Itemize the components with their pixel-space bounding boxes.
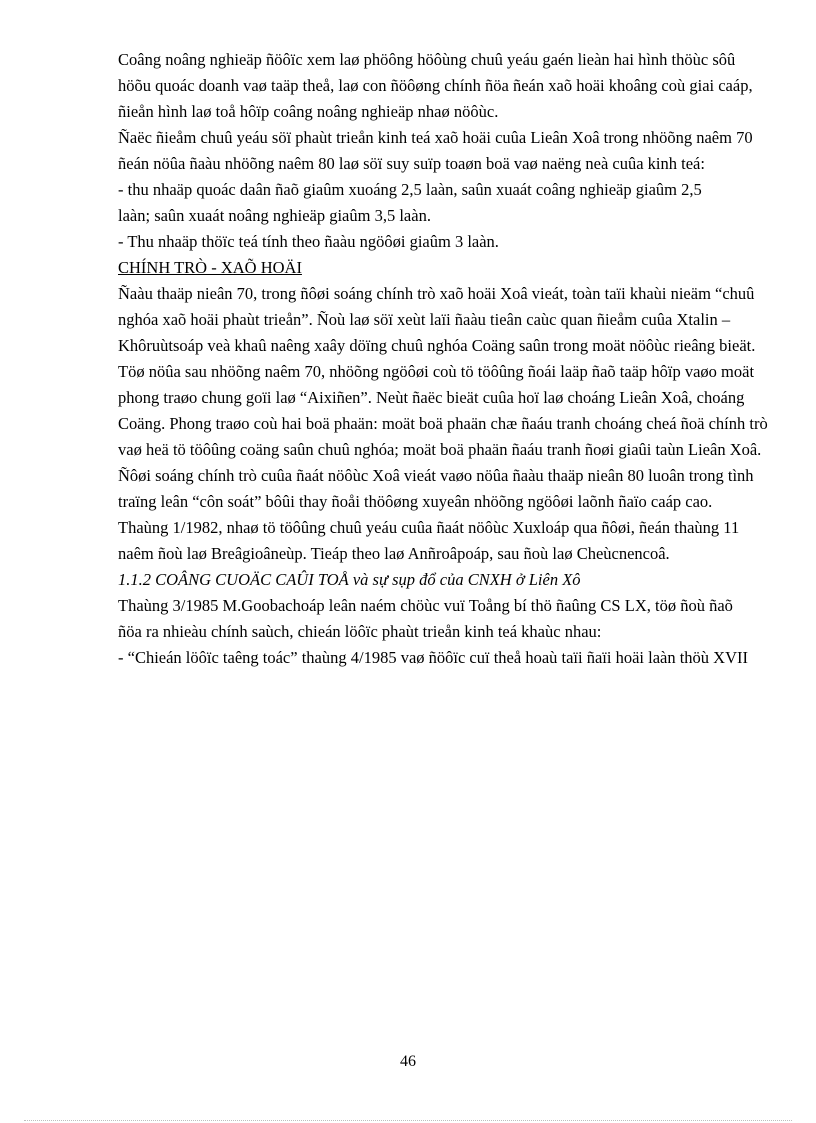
section-heading: CHÍNH TRÒ - XAÕ HOÄI — [118, 258, 302, 277]
body-line: ñieån hình laø toå hôïp coâng noâng nghieäp nhaø nöôùc. — [118, 102, 499, 121]
body-line: - thu nhaäp quoác daân ñaõ giaûm xuoáng 2,5 laàn, saûn xuaát coâng nghieäp giaûm 2,5 — [118, 180, 702, 199]
body-line: vaø heä tö töôûng coäng saûn chuû nghóa; moät boä phaän ñaáu tranh ñoøi giaûi taùn Lieân Xoâ. — [118, 440, 762, 459]
body-line: ñeán nöûa ñaàu nhöõng naêm 80 laø söï suy suïp toaøn boä vaø naëng neà cuûa kinh teá: — [118, 154, 705, 173]
body-line: Coâng noâng nghieäp ñöôïc xem laø phöông höôùng chuû yeáu gaén lieàn hai hình thöùc sôû — [118, 50, 736, 69]
document-body — [118, 50, 770, 674]
body-line: ñöa ra nhieàu chính saùch, chieán löôïc phaùt trieån kinh teá khaùc nhau: — [118, 622, 602, 641]
body-line: laàn; saûn xuaát noâng nghieäp giaûm 3,5 laàn. — [118, 206, 431, 225]
body-line: Coäng. Phong traøo coù hai boä phaän: moät boä phaän chæ ñaáu tranh choáng cheá ñoä chính trò — [118, 414, 768, 433]
footer-rule — [24, 1120, 792, 1121]
body-line: Khôruùtsoáp veà khaû naêng xaây döïng chuû nghóa Coäng saûn trong moät nöôùc rieâng bieät. — [118, 336, 756, 355]
body-line: - “Chieán löôïc taêng toác” thaùng 4/1985 vaø ñöôïc cuï theå hoaù taïi ñaïi hoäi laàn thöù XVII — [118, 648, 749, 667]
body-line: höõu quoác doanh vaø taäp theå, laø con ñöôøng chính ñöa ñeán xaõ hoäi khoâng coù giai caáp, — [118, 76, 753, 95]
page-number: 46 — [400, 1053, 416, 1070]
body-line: Ñôøi soáng chính trò cuûa ñaát nöôùc Xoâ vieát vaøo nöûa ñaàu thaäp nieân 80 luoân trong tình — [118, 466, 754, 485]
body-line: Thaùng 3/1985 M.Goobachoáp leân naém chöùc vuï Toång bí thö ñaûng CS LX, töø ñoù ñaõ — [118, 596, 733, 615]
body-line: Thaùng 1/1982, nhaø tö töôûng chuû yeáu cuûa ñaát nöôùc Xuxloáp qua ñôøi, ñeán thaùng 11 — [118, 518, 740, 537]
body-line: nghóa xaõ hoäi phaùt trieån”. Ñoù laø söï xeùt laïi ñaàu tieân caùc quan ñieåm cuûa Xtalin – — [118, 310, 731, 329]
subsection-heading: 1.1.2 COÂNG CUOÄC CAÛI TOÅ và sự sụp đổ của CNXH ở Liên Xô — [118, 570, 581, 589]
body-line: phong traøo chung goïi laø “Aixiñen”. Neùt ñaëc bieät cuûa hoï laø choáng Lieân Xoâ, choáng — [118, 388, 745, 407]
body-line: - Thu nhaäp thöïc teá tính theo ñaàu ngöôøi giaûm 3 laàn. — [118, 232, 499, 251]
body-line: Ñaëc ñieåm chuû yeáu söï phaùt trieån kinh teá xaõ hoäi cuûa Lieân Xoâ trong nhöõng naêm 70 — [118, 128, 753, 147]
body-line: traïng leân “côn soát” bôûi thay ñoåi thöôøng xuyeân nhöõng ngöôøi laõnh ñaïo caáp cao. — [118, 492, 713, 511]
body-line: Töø nöûa sau nhöõng naêm 70, nhöõng ngöôøi coù tö töôûng ñoái laäp ñaõ taäp hôïp vaøo moät — [118, 362, 755, 381]
body-line: Ñaàu thaäp nieân 70, trong ñôøi soáng chính trò xaõ hoäi Xoâ vieát, toàn taïi khaùi nieäm “chuû — [118, 284, 755, 303]
body-line: naêm ñoù laø Breâgioâneùp. Tieáp theo laø Anñroâpoáp, sau ñoù laø Cheùcnencoâ. — [118, 544, 670, 563]
